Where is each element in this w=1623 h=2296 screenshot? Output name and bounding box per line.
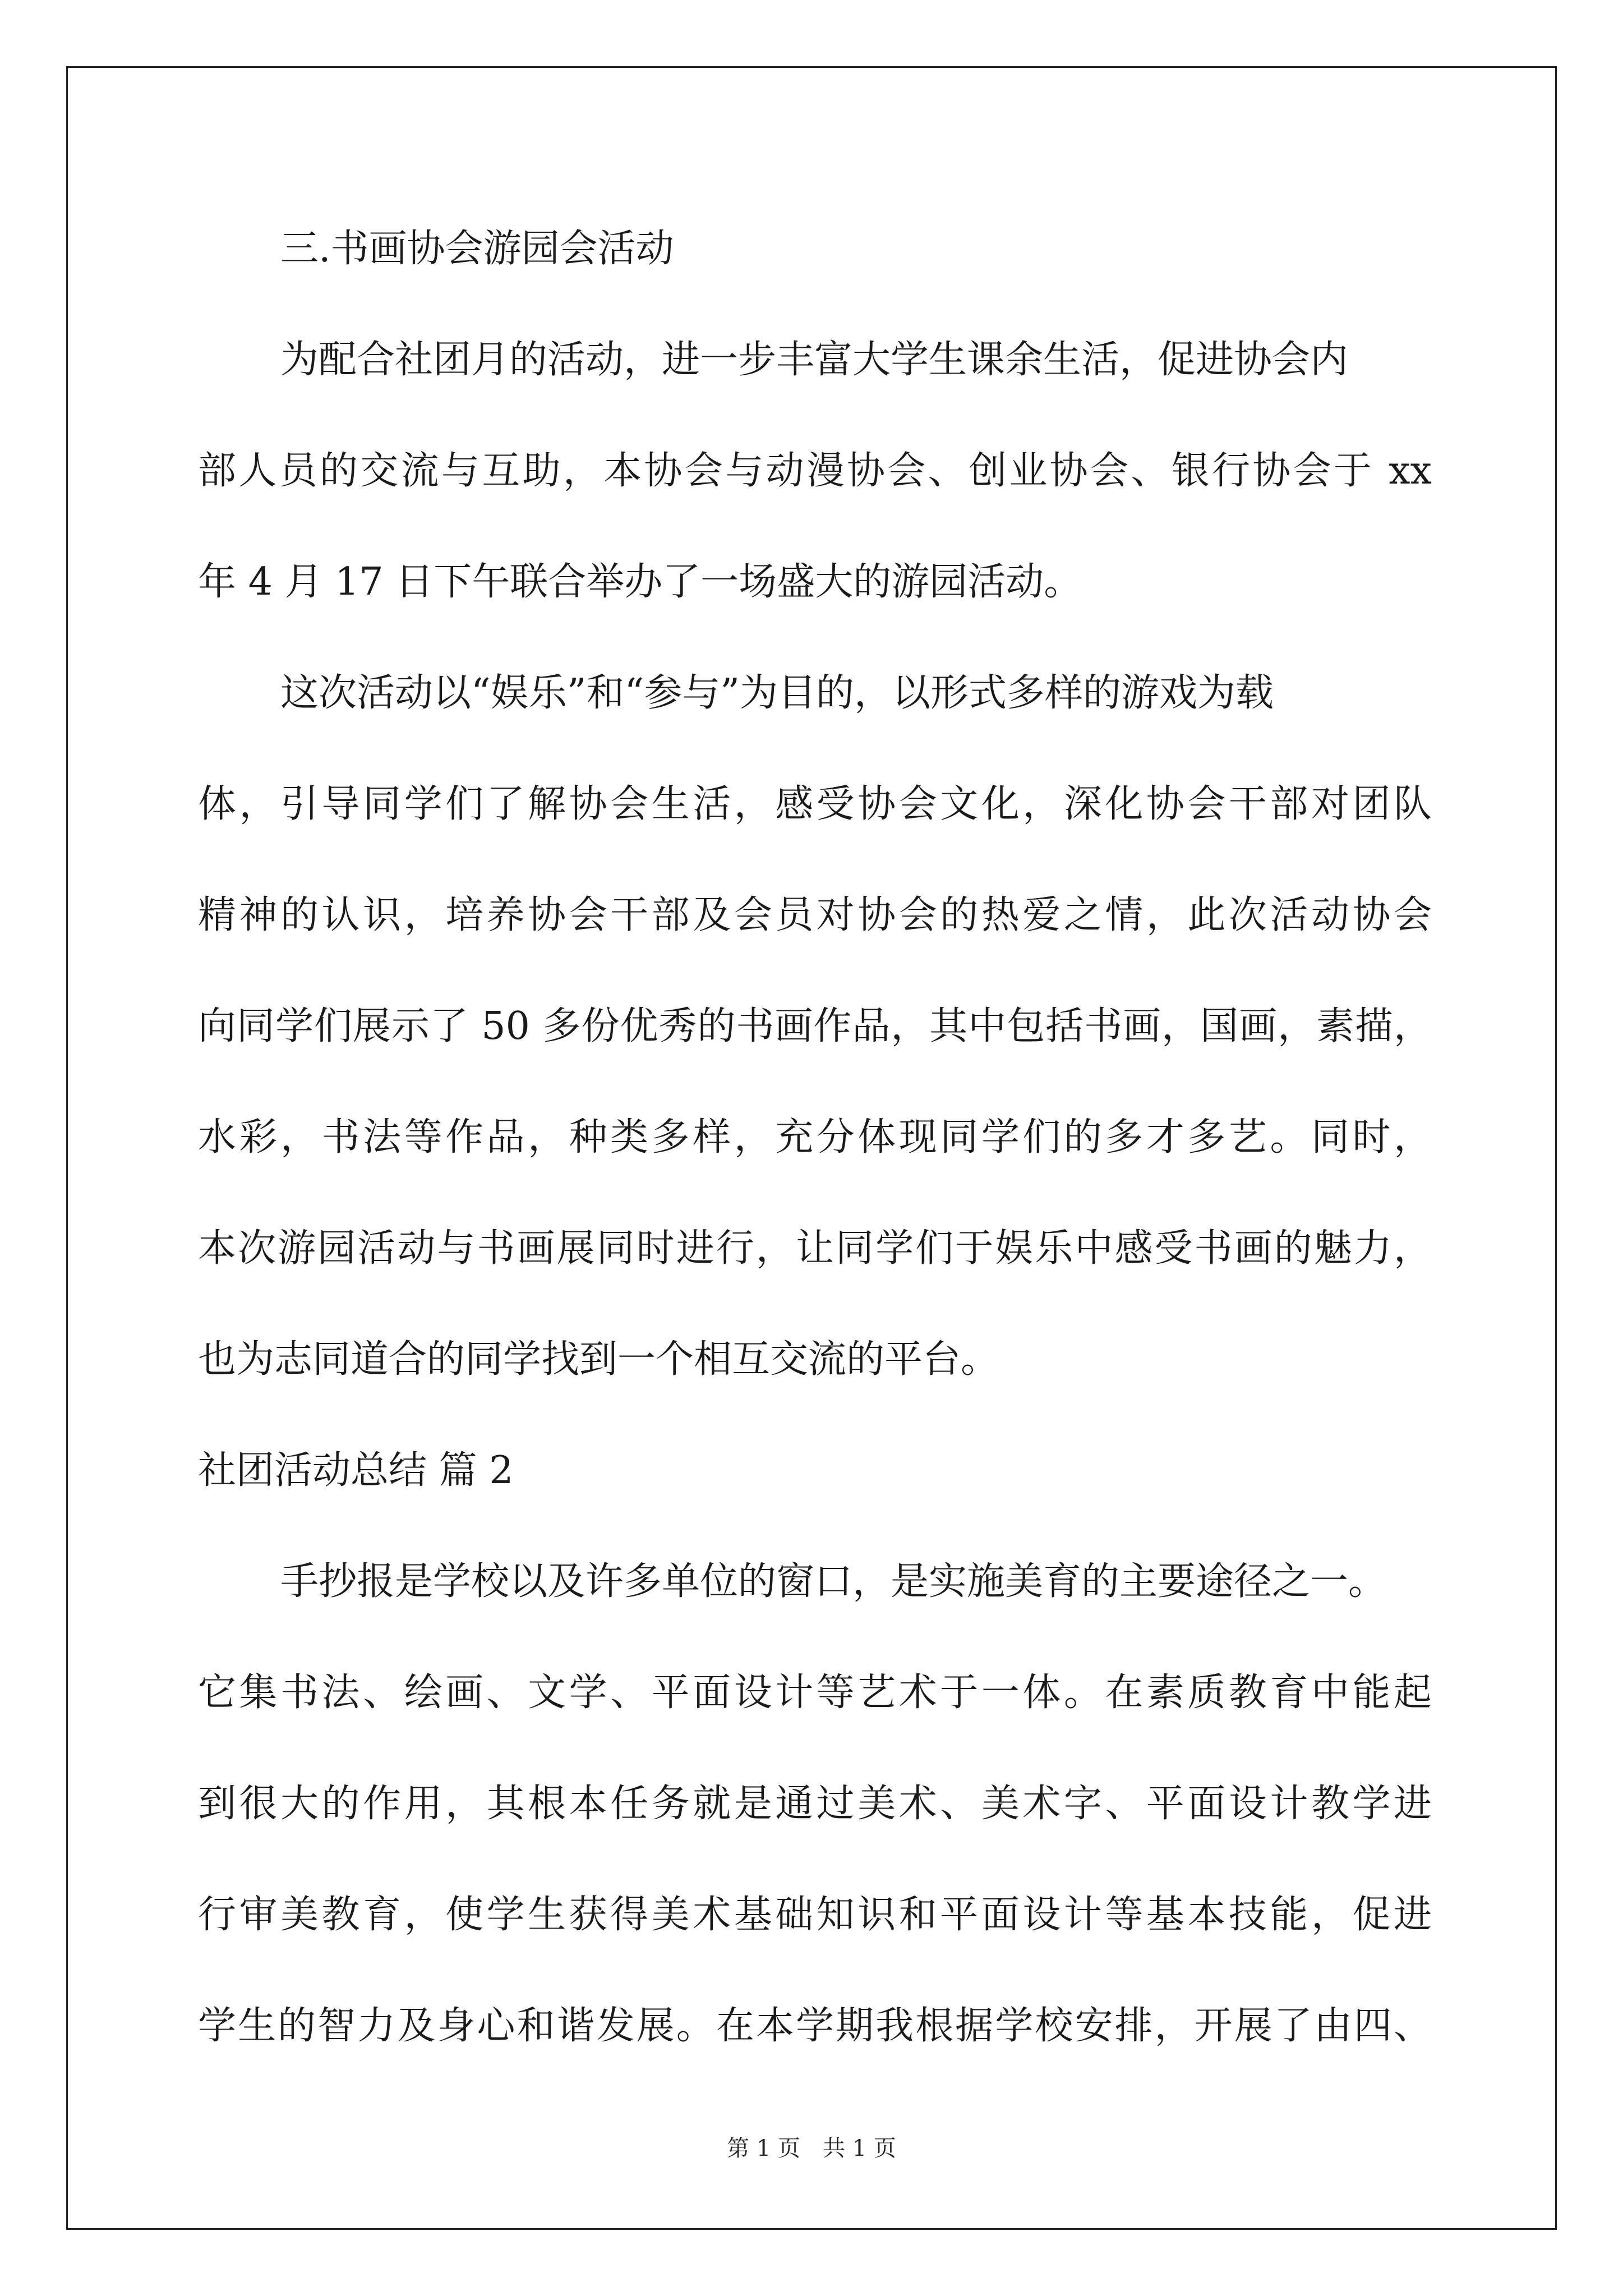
paragraph-line: 向同学们展示了 50 多份优秀的书画作品，其中包括书画，国画，素描， bbox=[198, 1004, 1432, 1048]
paragraph-line: 它集书法、绘画、文学、平面设计等艺术于一体。在素质教育中能起 bbox=[198, 1671, 1432, 1715]
paragraph-line: 手抄报是学校以及许多单位的窗口，是实施美育的主要途径之一。 bbox=[280, 1559, 1387, 1604]
section-heading: 三.书画协会游园会活动 bbox=[280, 227, 674, 271]
article-title: 社团活动总结 篇 2 bbox=[198, 1448, 514, 1493]
paragraph-line: 也为志同道合的同学找到一个相互交流的平台。 bbox=[198, 1337, 999, 1382]
paragraph-line: 这次活动以“娱乐”和“参与”为目的，以形式多样的游戏为载 bbox=[280, 671, 1274, 715]
paragraph-line: 本次游园活动与书画展同时进行，让同学们于娱乐中感受书画的魅力， bbox=[198, 1226, 1432, 1271]
paragraph-line: 学生的智力及身心和谐发展。在本学期我根据学校安排，开展了由四、 bbox=[198, 2004, 1432, 2048]
paragraph-line: 年 4 月 17 日下午联合举办了一场盛大的游园活动。 bbox=[198, 560, 1082, 604]
paragraph-line: 到很大的作用，其根本任务就是通过美术、美术字、平面设计教学进 bbox=[198, 1782, 1432, 1826]
paragraph-line: 体，引导同学们了解协会生活，感受协会文化，深化协会干部对团队 bbox=[198, 782, 1432, 826]
paragraph-line: 为配合社团月的活动，进一步丰富大学生课余生活，促进协会内 bbox=[280, 338, 1349, 382]
paragraph-line: 精神的认识，培养协会干部及会员对协会的热爱之情，此次活动协会 bbox=[198, 893, 1432, 937]
paragraph-line: 水彩，书法等作品，种类多样，充分体现同学们的多才多艺。同时， bbox=[198, 1115, 1432, 1159]
paragraph-line: 部人员的交流与互助，本协会与动漫协会、创业协会、银行协会于 xx bbox=[198, 449, 1432, 493]
page-footer: 第 1 页 共 1 页 bbox=[727, 2136, 896, 2161]
paragraph-line: 行审美教育，使学生获得美术基础知识和平面设计等基本技能，促进 bbox=[198, 1893, 1432, 1937]
